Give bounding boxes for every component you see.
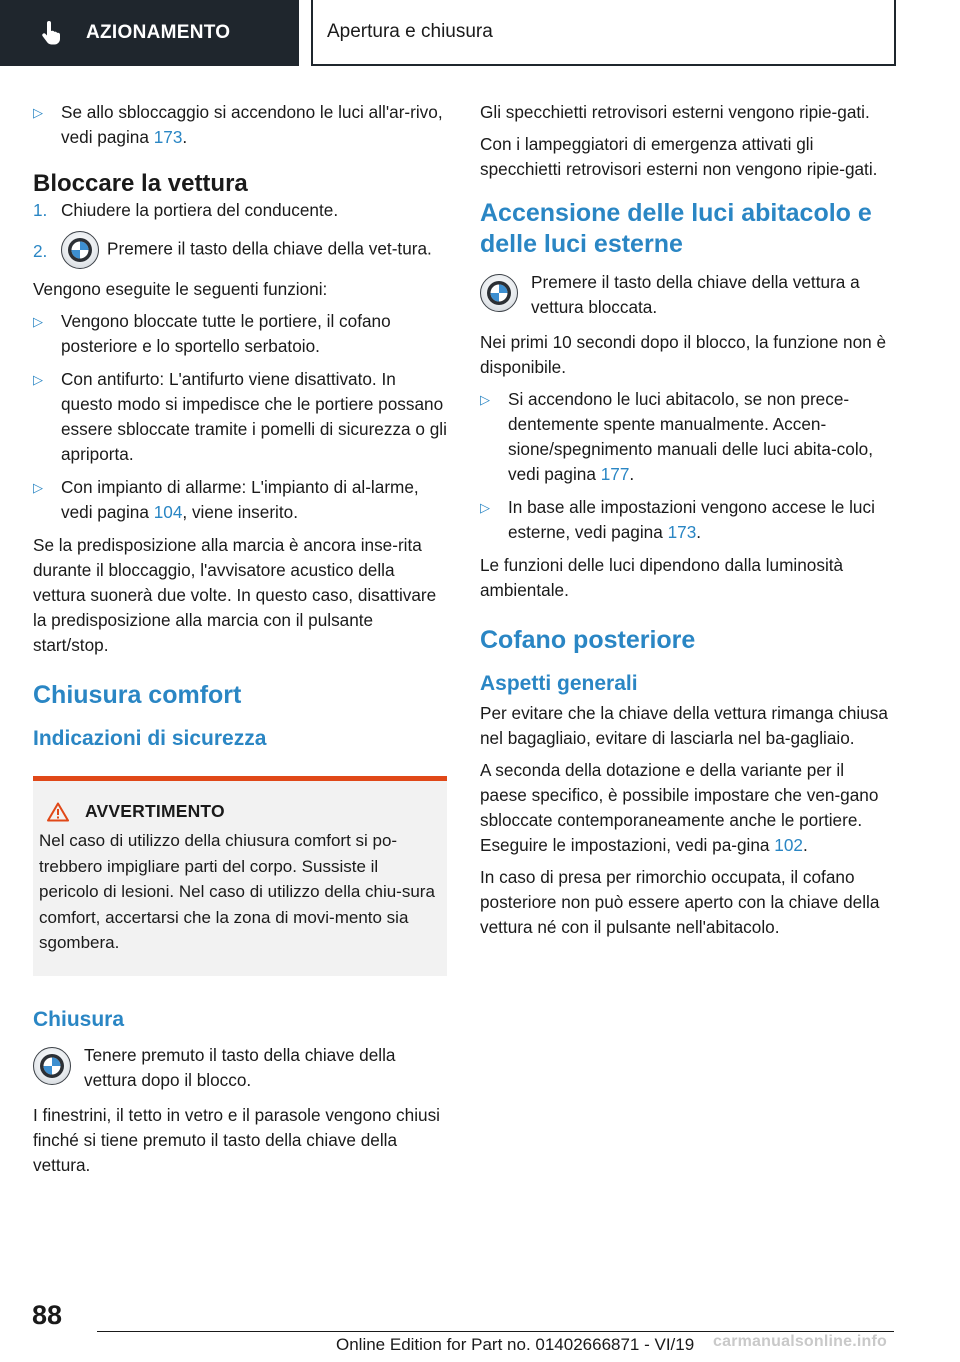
heading-trunk: Cofano posteriore [480, 626, 696, 654]
paragraph: I finestrini, il tetto in vetro e il parasole vengono chiusi finché si tiene premuto il tasto della chiave della vettura. [33, 1104, 440, 1175]
heading-general: Aspetti generali [480, 672, 638, 695]
bmw-key-icon [33, 1047, 71, 1085]
paragraph: Con i lampeggiatori di emergenza attivati gli specchietti retrovisori esterni non vengono ripie-gati. [480, 134, 878, 179]
list-item: ▷ In base alle impostazioni vengono accese le luci esterne, vedi pagina 173. [480, 495, 894, 545]
key-instruction: Tenere premuto il tasto della chiave della vettura dopo il blocco. [33, 1043, 447, 1093]
step-item: 1. Chiudere la portiera del conducente. [33, 200, 339, 220]
list-item: ▷ Si accendono le luci abitacolo, se non prece-dentemente spente manualmente. Accen-sione/spegnimento manuali delle luci abita-colo, vedi pagina 177. [480, 387, 894, 487]
triangle-bullet-icon: ▷ [480, 392, 490, 407]
paragraph: Se la predisposizione alla marcia è ancora inse-rita durante il bloccaggio, l'avvisatore acustico della vettura suonerà due volte. In questo caso, disattivare la predisposizione alla marcia con il pulsante start/stop. [33, 535, 437, 655]
warning-title: AVVERTIMENTO [85, 801, 225, 821]
page-link[interactable]: 173 [153, 127, 183, 147]
triangle-bullet-icon: ▷ [33, 314, 43, 329]
paragraph: Per evitare che la chiave della vettura rimanga chiusa nel bagagliaio, evitare di lasciarla nel ba-gagliaio. [480, 703, 888, 748]
key-instruction: Premere il tasto della chiave della vettura a vettura bloccata. [480, 270, 894, 320]
heading-lights: Accensione delle luci abitacolo e delle luci esterne [480, 199, 872, 258]
hand-pointer-icon [38, 20, 64, 46]
section-label: AZIONAMENTO [86, 22, 231, 43]
paragraph: Gli specchietti retrovisori esterni vengono ripie-gati. [480, 102, 870, 122]
list-item: ▷ Con antifurto: L'antifurto viene disattivato. In questo modo si impedisce che le portiere possano essere sbloccate tramite i pomelli di sicurezza o gli apriporta. [33, 367, 447, 467]
left-column [33, 100, 447, 1185]
step-item: 2. Premere il tasto della chiave della vet-tura. [33, 231, 447, 269]
paragraph: In caso di presa per rimorchio occupata, il cofano posteriore non può essere aperto con la chiave della vettura né con il pulsante nell'abitacolo. [480, 867, 880, 937]
footer-edition: Online Edition for Part no. 01402666871 - VI/19 [336, 1335, 695, 1354]
chapter-label: Apertura e chiusura [327, 21, 493, 42]
watermark: carmanualsonline.info [713, 1333, 888, 1350]
page-link[interactable]: 173 [667, 522, 697, 542]
heading-closing: Chiusura [33, 1007, 125, 1031]
page-header [0, 0, 960, 66]
triangle-bullet-icon: ▷ [33, 105, 43, 120]
footer-divider [97, 1331, 894, 1332]
triangle-bullet-icon: ▷ [33, 480, 43, 495]
triangle-bullet-icon: ▷ [480, 500, 490, 515]
paragraph: A seconda della dotazione e della variante per il paese specifico, è possibile impostare che ven-gano sbloccate contemporaneamente anche le portiere. Eseguire le impostazioni, vedi pa-gina 102. [480, 760, 879, 855]
page-number: 88 [32, 1300, 63, 1330]
page-link[interactable]: 102 [774, 835, 803, 855]
list-item: ▷ Con impianto di allarme: L'impianto di al-larme, vedi pagina 104, viene inserito. [33, 475, 447, 525]
warning-text: Nel caso di utilizzo della chiusura comfort si po-trebbero impigliare parti del corpo. Sussiste il pericolo di lesioni. Nel caso di utilizzo della chiu-sura comfort, accertarsi che la zona di movi-mento sia sgombera. [39, 831, 435, 952]
bmw-key-icon [61, 231, 99, 269]
list-item: ▷ Vengono bloccate tutte le portiere, il cofano posteriore e lo sportello serbatoio. [33, 309, 447, 359]
chapter-tab[interactable] [311, 0, 896, 66]
heading-safety-notes: Indicazioni di sicurezza [33, 727, 267, 750]
heading-comfort-closing: Chiusura comfort [33, 681, 242, 709]
paragraph: Nei primi 10 secondi dopo il blocco, la funzione non è disponibile. [480, 332, 887, 377]
warning-triangle-icon [47, 802, 69, 822]
warning-box [33, 776, 447, 976]
list-item: ▷ Se allo sbloccaggio si accendono le luci all'ar-rivo, vedi pagina 173. [33, 100, 447, 150]
paragraph: Le funzioni delle luci dipendono dalla luminosità ambientale. [480, 555, 844, 600]
page-link[interactable]: 104 [153, 502, 183, 522]
bmw-key-icon [480, 274, 518, 312]
functions-intro: Vengono eseguite le seguenti funzioni: [33, 279, 328, 299]
section-tab[interactable] [0, 0, 299, 66]
page-link[interactable]: 177 [600, 464, 630, 484]
heading-lock-vehicle: Bloccare la vettura [33, 170, 248, 197]
triangle-bullet-icon: ▷ [33, 372, 43, 387]
right-column [480, 100, 894, 947]
